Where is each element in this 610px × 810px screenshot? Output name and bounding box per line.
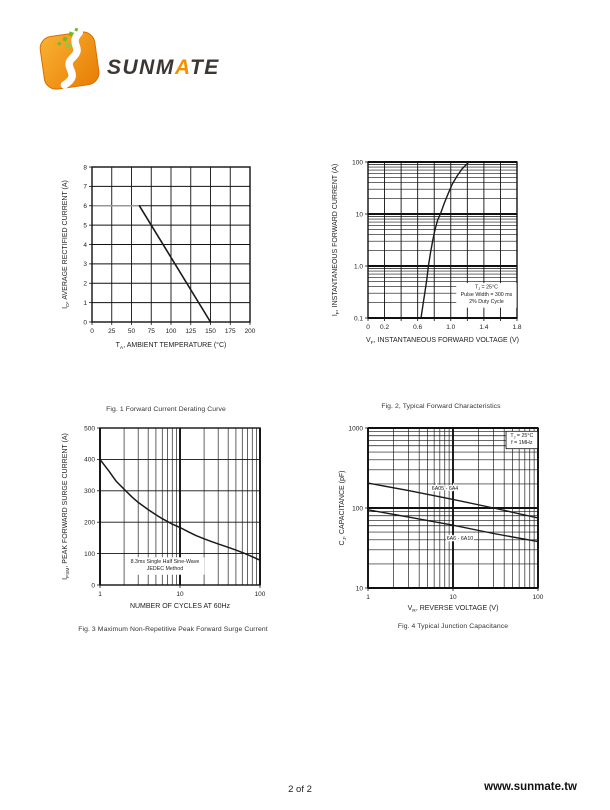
svg-text:100: 100 [352, 159, 363, 167]
svg-text:10: 10 [449, 594, 457, 601]
svg-text:0.2: 0.2 [380, 324, 390, 331]
sunmate-logo [35, 18, 245, 90]
svg-text:10: 10 [355, 585, 363, 593]
svg-text:5: 5 [83, 222, 87, 230]
svg-text:8.3ms Single Half Sine-Wave: 8.3ms Single Half Sine-Wave [130, 558, 200, 565]
svg-text:8: 8 [83, 164, 87, 172]
svg-text:VR, REVERSE VOLTAGE (V): $V_R$, REVERSE VOLTAGE (V) [407, 605, 499, 614]
svg-text:TJ = 25°C: $T_J = 25^\circ C$ [474, 284, 498, 292]
svg-text:1.0: 1.0 [446, 324, 456, 331]
svg-text:1.0: 1.0 [353, 263, 363, 271]
svg-text:6A6 - 6A10: 6A6 - 6A10 [446, 536, 474, 542]
fig1-plot [40, 155, 270, 355]
svg-text:125: 125 [185, 328, 197, 335]
svg-text:1: 1 [366, 594, 370, 601]
svg-text:IFSM, PEAK FORWARD SURGE CURRE: $I_{FSM}$, PEAK FORWARD SURGE CURRENT (A) [62, 433, 71, 580]
svg-text:7: 7 [83, 183, 87, 191]
fig2-plot [320, 150, 560, 350]
svg-text:150: 150 [205, 328, 216, 335]
svg-text:100: 100 [165, 328, 177, 335]
svg-text:1: 1 [98, 591, 102, 598]
svg-text:500: 500 [84, 425, 95, 433]
svg-text:6: 6 [83, 203, 87, 211]
svg-text:0: 0 [83, 319, 87, 327]
svg-text:1: 1 [83, 299, 87, 307]
svg-text:NUMBER OF CYCLES AT 60Hz: NUMBER OF CYCLES AT 60Hz [129, 603, 231, 610]
svg-text:175: 175 [224, 328, 236, 335]
fig1-derating-figure [40, 155, 270, 413]
svg-text:1.4: 1.4 [479, 324, 489, 331]
fig3-surge-current-figure [48, 415, 288, 633]
svg-text:0: 0 [91, 582, 95, 590]
svg-text:0: 0 [366, 324, 370, 331]
svg-text:3: 3 [83, 261, 87, 269]
svg-text:200: 200 [244, 328, 256, 335]
svg-text:f = 1MHz: f = 1MHz [511, 440, 533, 447]
fig2-caption: Fig. 2, Typical Forward Characteristics [381, 403, 501, 410]
svg-text:1.8: 1.8 [512, 324, 522, 331]
svg-text:0: 0 [90, 328, 94, 335]
svg-text:0.1: 0.1 [353, 315, 363, 323]
svg-text:400: 400 [84, 456, 95, 464]
svg-text:TJ = 25°C: $T_J = 25^\circ C$ [510, 432, 534, 440]
fig2-forward-characteristics-figure [320, 150, 560, 410]
svg-text:6A05 - 6A4: 6A05 - 6A4 [431, 486, 459, 493]
svg-text:200: 200 [84, 519, 95, 527]
fig1-caption: Fig. 1 Forward Current Derating Curve [106, 406, 226, 413]
svg-text:JEDEC Method: JEDEC Method [146, 566, 184, 573]
svg-text:TA, AMBIENT TEMPERATURE (°C): $T_A$, AMBIENT TEMPERATURE (°C) [115, 342, 227, 351]
svg-text:100: 100 [352, 505, 363, 513]
fig4-junction-capacitance-figure [330, 415, 560, 630]
svg-text:100: 100 [254, 591, 266, 598]
svg-text:1000: 1000 [348, 425, 363, 433]
svg-text:IO, AVERAGE RECTIFIED CURRENT: $I_O$, AVERAGE RECTIFIED CURRENT (A) [62, 180, 71, 309]
website-url: www.sunmate.tw [484, 781, 577, 793]
svg-text:10: 10 [176, 591, 184, 598]
brand-wordmark: SUNMATE [107, 56, 220, 79]
svg-text:IF, INSTANTANEOUS FORWARD CURR: $I_F$, INSTANTANEOUS FORWARD CURRENT (A) [332, 163, 341, 317]
svg-text:10: 10 [355, 211, 363, 219]
svg-text:100: 100 [532, 594, 544, 601]
svg-text:2: 2 [83, 280, 87, 288]
svg-text:4: 4 [83, 241, 87, 249]
page-number: 2 of 2 [288, 784, 312, 795]
fig3-caption: Fig. 3 Maximum Non-Repetitive Peak Forward Surge Current [78, 626, 268, 633]
svg-text:CJ, CAPACITANCE (pF): $C_J$, CAPACITANCE (pF) [339, 470, 348, 546]
svg-text:100: 100 [84, 550, 95, 558]
svg-text:2% Duty Cycle: 2% Duty Cycle [469, 299, 504, 306]
svg-text:75: 75 [147, 328, 155, 335]
svg-text:300: 300 [84, 488, 95, 496]
fig4-caption: Fig. 4 Typical Junction Capacitance [397, 623, 509, 630]
logo-tile-icon [39, 30, 101, 90]
fig4-plot [330, 415, 560, 615]
fig3-plot [48, 415, 288, 615]
svg-text:VF, INSTANTANEOUS FORWARD VOLT: $V_F$, INSTANTANEOUS FORWARD VOLTAGE (V) [366, 337, 519, 346]
svg-text:50: 50 [127, 328, 136, 335]
svg-text:25: 25 [108, 328, 116, 335]
svg-text:0.6: 0.6 [413, 324, 423, 331]
svg-text:Pulse Width = 300 ms: Pulse Width = 300 ms [460, 291, 513, 298]
